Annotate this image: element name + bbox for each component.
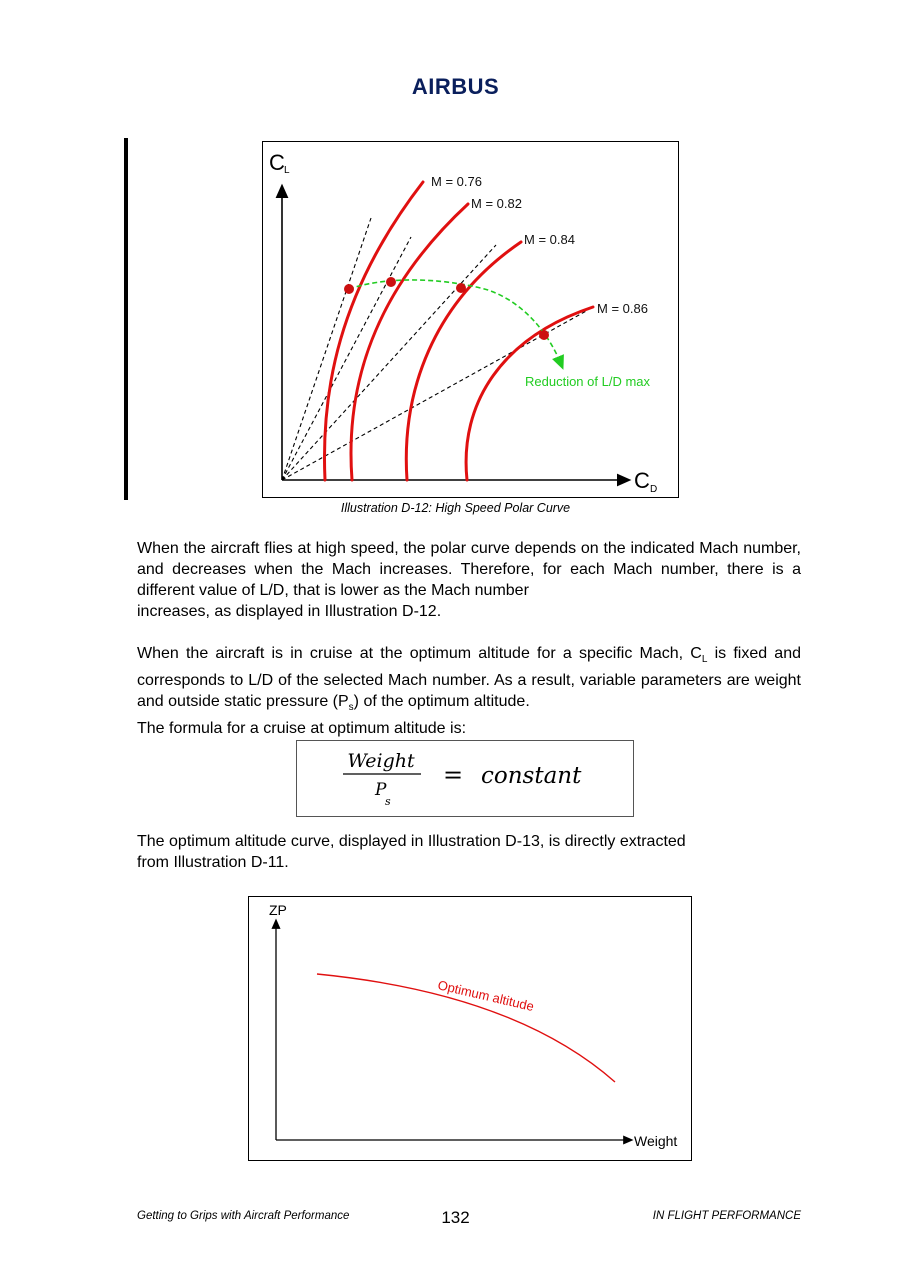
footer-title: Getting to Grips with Aircraft Performance — [137, 1210, 350, 1222]
formula-numerator: Weight — [347, 750, 415, 772]
optimum-altitude-diagram — [249, 897, 691, 1160]
footer-section: IN FLIGHT PERFORMANCE — [652, 1210, 801, 1222]
paragraph-1-last-line: increases, as displayed in Illustration D-12. — [137, 603, 442, 620]
figure1-caption: Illustration D-12: High Speed Polar Curve — [340, 501, 571, 515]
paragraph-2-part1: When the aircraft is in cruise at the optimum altitude for a specific Mach, C — [137, 645, 702, 662]
weight-axis-label: Weight — [634, 1133, 678, 1149]
paragraph-1 — [137, 538, 801, 622]
paragraph-3 — [137, 831, 801, 873]
paragraph-3-text: The optimum altitude curve, displayed in Illustration D-13, is directly extracted — [137, 833, 686, 850]
optimum-altitude-figure — [248, 896, 692, 1161]
curve-label-m084: M = 0.84 — [524, 232, 575, 247]
x-axis-label: C — [634, 468, 650, 493]
cl-subscript: L — [701, 654, 708, 666]
paragraph-2-part2: is fixed and corresponds to L/D of the selected Mach number. As a result, variable parameters are weight and outside static pressure (P — [137, 645, 801, 711]
formula-denominator-sub: s — [385, 795, 391, 808]
paragraph-1-text: When the aircraft flies at high speed, the polar curve depends on the indicated Mach number, and decreases when the Mach increases. Therefore, for each Mach number, there is a different value of L/D, that is lower as the Mach number — [137, 540, 801, 599]
zp-axis-label: ZP — [269, 902, 287, 918]
formula — [297, 741, 633, 816]
curve-label-m082: M = 0.82 — [471, 196, 522, 211]
polar-curve-figure — [262, 141, 679, 498]
optimum-altitude-label: Optimum altitude — [436, 977, 536, 1015]
tangent-line-m082 — [282, 237, 411, 480]
polar-curve-diagram — [263, 142, 678, 497]
ps-subscript: s — [348, 702, 354, 714]
paragraph-2 — [137, 643, 801, 739]
polar-curve-m082 — [351, 204, 468, 480]
formula-rhs: constant — [481, 763, 582, 789]
revision-change-bar — [124, 138, 128, 500]
polar-curve-m086 — [466, 307, 593, 480]
y-axis-label-sub: L — [284, 165, 290, 176]
max-ld-point-m076 — [344, 284, 354, 294]
max-ld-point-m084 — [456, 283, 466, 293]
formula-equals: = — [443, 761, 464, 789]
formula-box — [296, 740, 634, 817]
page-number: 132 — [441, 1208, 470, 1227]
tangent-line-m076 — [282, 218, 371, 480]
max-ld-point-m082 — [386, 277, 396, 287]
y-axis-label: C — [269, 150, 285, 175]
formula-denominator: P — [375, 780, 387, 800]
x-axis-label-sub: D — [650, 484, 658, 495]
paragraph-3-last-line: from Illustration D-11. — [137, 854, 289, 871]
curve-label-m076: M = 0.76 — [431, 174, 482, 189]
paragraph-2-last-line: The formula for a cruise at optimum altitude is: — [137, 720, 467, 738]
paragraph-2-part3: ) of the optimum altitude. — [353, 693, 530, 711]
reduction-label: Reduction of L/D max — [525, 374, 651, 389]
curve-label-m086: M = 0.86 — [597, 301, 648, 316]
airbus-logo: AIRBUS — [411, 74, 500, 99]
max-ld-point-m086 — [539, 330, 549, 340]
